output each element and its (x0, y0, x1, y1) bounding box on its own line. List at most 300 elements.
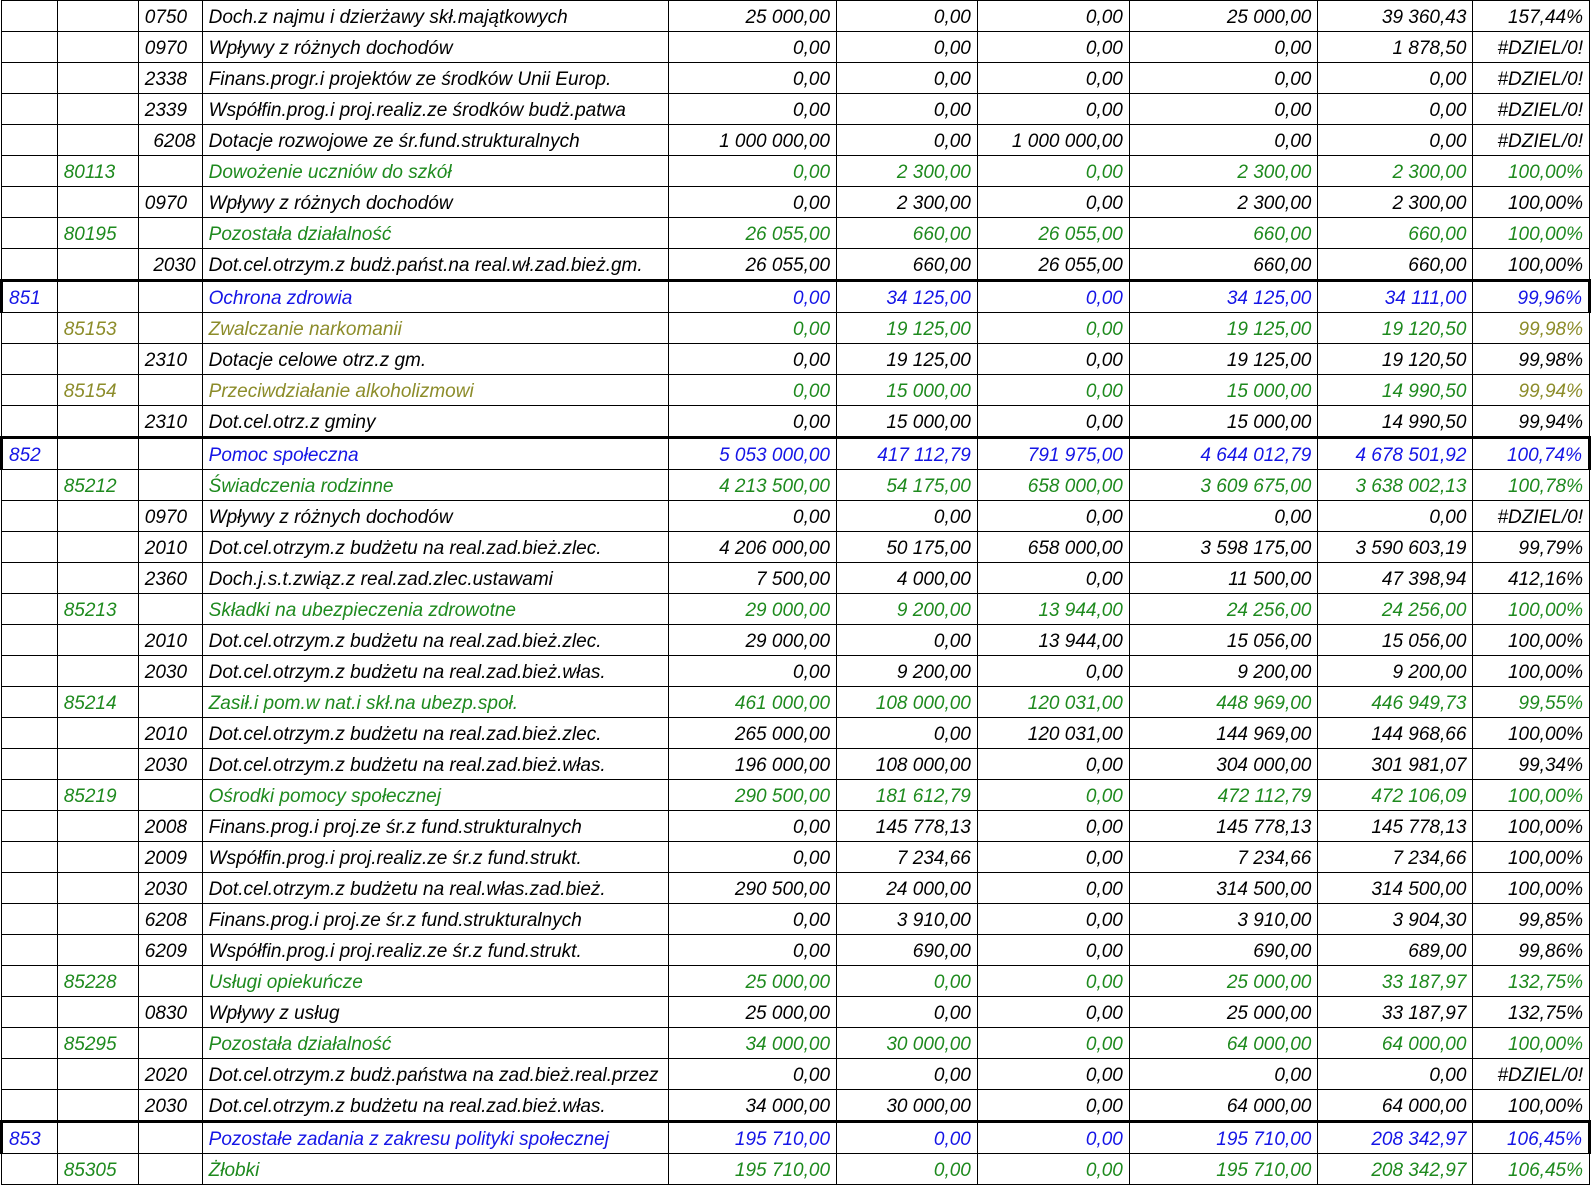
value-cell[interactable]: 0,00 (668, 406, 836, 438)
rozdzial-code-cell[interactable] (57, 718, 138, 749)
dzial-code-cell[interactable] (2, 532, 58, 563)
paragraf-code-cell[interactable]: 0830 (138, 997, 202, 1028)
rozdzial-code-cell[interactable]: 85214 (57, 687, 138, 718)
value-cell[interactable]: 660,00 (837, 218, 978, 249)
value-cell[interactable]: 4 213 500,00 (668, 470, 836, 501)
value-cell[interactable]: 25 000,00 (1129, 966, 1317, 997)
description-cell[interactable]: Przeciwdziałanie alkoholizmowi (202, 375, 668, 406)
value-cell[interactable]: 0,00 (977, 656, 1129, 687)
value-cell[interactable]: 446 949,73 (1318, 687, 1473, 718)
value-cell[interactable]: 0,00 (1129, 1059, 1317, 1090)
value-cell[interactable]: 304 000,00 (1129, 749, 1317, 780)
value-cell[interactable]: 50 175,00 (837, 532, 978, 563)
value-cell[interactable]: 0,00 (837, 125, 978, 156)
value-cell[interactable]: 0,00 (668, 1059, 836, 1090)
value-cell[interactable]: 0,00 (1318, 125, 1473, 156)
value-cell[interactable]: 0,00 (837, 1059, 978, 1090)
value-cell[interactable]: 15 000,00 (837, 406, 978, 438)
value-cell[interactable]: 0,00 (837, 94, 978, 125)
value-cell[interactable]: 0,00 (977, 935, 1129, 966)
value-cell[interactable]: 0,00 (977, 811, 1129, 842)
percent-cell[interactable]: 100,00% (1473, 1028, 1590, 1059)
dzial-code-cell[interactable] (2, 594, 58, 625)
value-cell[interactable]: 0,00 (977, 1122, 1129, 1154)
paragraf-code-cell[interactable]: 2020 (138, 1059, 202, 1090)
value-cell[interactable]: 7 234,66 (1318, 842, 1473, 873)
value-cell[interactable]: 1 878,50 (1318, 32, 1473, 63)
rozdzial-code-cell[interactable] (57, 94, 138, 125)
dzial-code-cell[interactable] (2, 344, 58, 375)
description-cell[interactable]: Dot.cel.otrzym.z budżetu na real.zad.bież.włas. (202, 656, 668, 687)
value-cell[interactable]: 15 056,00 (1318, 625, 1473, 656)
value-cell[interactable]: 14 990,50 (1318, 406, 1473, 438)
value-cell[interactable]: 64 000,00 (1129, 1090, 1317, 1122)
dzial-code-cell[interactable]: 852 (2, 438, 58, 470)
percent-cell[interactable]: 99,55% (1473, 687, 1590, 718)
value-cell[interactable]: 417 112,79 (837, 438, 978, 470)
value-cell[interactable]: 0,00 (837, 501, 978, 532)
value-cell[interactable]: 0,00 (977, 406, 1129, 438)
percent-cell[interactable]: #DZIEL/0! (1473, 32, 1590, 63)
value-cell[interactable]: 0,00 (977, 780, 1129, 811)
rozdzial-code-cell[interactable] (57, 1090, 138, 1122)
value-cell[interactable]: 0,00 (837, 32, 978, 63)
value-cell[interactable]: 0,00 (668, 63, 836, 94)
description-cell[interactable]: Wpływy z różnych dochodów (202, 32, 668, 63)
value-cell[interactable]: 7 234,66 (837, 842, 978, 873)
value-cell[interactable]: 0,00 (668, 904, 836, 935)
rozdzial-code-cell[interactable] (57, 1, 138, 32)
rozdzial-code-cell[interactable] (57, 63, 138, 94)
rozdzial-code-cell[interactable] (57, 125, 138, 156)
rozdzial-code-cell[interactable] (57, 344, 138, 375)
value-cell[interactable]: 3 609 675,00 (1129, 470, 1317, 501)
dzial-code-cell[interactable] (2, 1059, 58, 1090)
value-cell[interactable]: 9 200,00 (837, 594, 978, 625)
paragraf-code-cell[interactable]: 2339 (138, 94, 202, 125)
paragraf-code-cell[interactable]: 2010 (138, 625, 202, 656)
rozdzial-code-cell[interactable] (57, 187, 138, 218)
value-cell[interactable]: 2 300,00 (1129, 156, 1317, 187)
description-cell[interactable]: Dotacje rozwojowe ze śr.fund.strukturalnych (202, 125, 668, 156)
dzial-code-cell[interactable] (2, 873, 58, 904)
percent-cell[interactable]: 100,00% (1473, 187, 1590, 218)
value-cell[interactable]: 30 000,00 (837, 1028, 978, 1059)
value-cell[interactable]: 0,00 (668, 32, 836, 63)
rozdzial-code-cell[interactable] (57, 935, 138, 966)
percent-cell[interactable]: 100,00% (1473, 1090, 1590, 1122)
percent-cell[interactable]: 100,00% (1473, 656, 1590, 687)
value-cell[interactable]: 0,00 (977, 313, 1129, 344)
paragraf-code-cell[interactable] (138, 1122, 202, 1154)
dzial-code-cell[interactable] (2, 718, 58, 749)
value-cell[interactable]: 472 112,79 (1129, 780, 1317, 811)
value-cell[interactable]: 0,00 (668, 156, 836, 187)
dzial-code-cell[interactable] (2, 749, 58, 780)
rozdzial-code-cell[interactable]: 85305 (57, 1154, 138, 1185)
description-cell[interactable]: Współfin.prog.i proj.realiz.ze śr.z fund.strukt. (202, 935, 668, 966)
dzial-code-cell[interactable] (2, 32, 58, 63)
rozdzial-code-cell[interactable]: 85153 (57, 313, 138, 344)
dzial-code-cell[interactable] (2, 811, 58, 842)
value-cell[interactable]: 13 944,00 (977, 594, 1129, 625)
percent-cell[interactable]: 100,74% (1473, 438, 1590, 470)
paragraf-code-cell[interactable]: 6209 (138, 935, 202, 966)
percent-cell[interactable]: 100,00% (1473, 625, 1590, 656)
percent-cell[interactable]: #DZIEL/0! (1473, 125, 1590, 156)
value-cell[interactable]: 13 944,00 (977, 625, 1129, 656)
value-cell[interactable]: 14 990,50 (1318, 375, 1473, 406)
value-cell[interactable]: 0,00 (668, 313, 836, 344)
value-cell[interactable]: 2 300,00 (837, 156, 978, 187)
description-cell[interactable]: Współfin.prog.i proj.realiz.ze środków budż.patwa (202, 94, 668, 125)
rozdzial-code-cell[interactable]: 85154 (57, 375, 138, 406)
value-cell[interactable]: 660,00 (837, 249, 978, 281)
paragraf-code-cell[interactable]: 2030 (138, 749, 202, 780)
value-cell[interactable]: 7 234,66 (1129, 842, 1317, 873)
value-cell[interactable]: 0,00 (837, 1154, 978, 1185)
value-cell[interactable]: 0,00 (977, 501, 1129, 532)
paragraf-code-cell[interactable] (138, 966, 202, 997)
dzial-code-cell[interactable]: 853 (2, 1122, 58, 1154)
percent-cell[interactable]: 100,00% (1473, 218, 1590, 249)
value-cell[interactable]: 791 975,00 (977, 438, 1129, 470)
paragraf-code-cell[interactable]: 2009 (138, 842, 202, 873)
dzial-code-cell[interactable] (2, 156, 58, 187)
paragraf-code-cell[interactable] (138, 375, 202, 406)
dzial-code-cell[interactable] (2, 997, 58, 1028)
percent-cell[interactable]: 132,75% (1473, 997, 1590, 1028)
value-cell[interactable]: 314 500,00 (1129, 873, 1317, 904)
rozdzial-code-cell[interactable] (57, 1059, 138, 1090)
percent-cell[interactable]: #DZIEL/0! (1473, 94, 1590, 125)
value-cell[interactable]: 47 398,94 (1318, 563, 1473, 594)
value-cell[interactable]: 0,00 (668, 187, 836, 218)
value-cell[interactable]: 0,00 (1129, 501, 1317, 532)
percent-cell[interactable]: 99,79% (1473, 532, 1590, 563)
percent-cell[interactable]: 100,78% (1473, 470, 1590, 501)
description-cell[interactable]: Pozostała działalność (202, 1028, 668, 1059)
rozdzial-code-cell[interactable] (57, 249, 138, 281)
value-cell[interactable]: 15 000,00 (1129, 406, 1317, 438)
description-cell[interactable]: Dot.cel.otrzym.z budżetu na real.zad.bież.włas. (202, 1090, 668, 1122)
value-cell[interactable]: 0,00 (977, 563, 1129, 594)
value-cell[interactable]: 0,00 (1318, 501, 1473, 532)
dzial-code-cell[interactable] (2, 966, 58, 997)
rozdzial-code-cell[interactable]: 80195 (57, 218, 138, 249)
percent-cell[interactable]: 99,98% (1473, 344, 1590, 375)
value-cell[interactable]: 690,00 (837, 935, 978, 966)
dzial-code-cell[interactable] (2, 625, 58, 656)
paragraf-code-cell[interactable] (138, 1028, 202, 1059)
dzial-code-cell[interactable] (2, 1028, 58, 1059)
paragraf-code-cell[interactable]: 2030 (138, 873, 202, 904)
value-cell[interactable]: 0,00 (1129, 32, 1317, 63)
value-cell[interactable]: 29 000,00 (668, 594, 836, 625)
value-cell[interactable]: 19 120,50 (1318, 344, 1473, 375)
value-cell[interactable]: 108 000,00 (837, 749, 978, 780)
value-cell[interactable]: 1 000 000,00 (668, 125, 836, 156)
description-cell[interactable]: Współfin.prog.i proj.realiz.ze śr.z fund.strukt. (202, 842, 668, 873)
dzial-code-cell[interactable] (2, 94, 58, 125)
value-cell[interactable]: 0,00 (977, 1059, 1129, 1090)
paragraf-code-cell[interactable] (138, 594, 202, 625)
dzial-code-cell[interactable] (2, 501, 58, 532)
paragraf-code-cell[interactable] (138, 780, 202, 811)
value-cell[interactable]: 3 904,30 (1318, 904, 1473, 935)
paragraf-code-cell[interactable]: 6208 (138, 904, 202, 935)
value-cell[interactable]: 0,00 (977, 94, 1129, 125)
value-cell[interactable]: 34 111,00 (1318, 281, 1473, 313)
value-cell[interactable]: 0,00 (668, 842, 836, 873)
description-cell[interactable]: Wpływy z usług (202, 997, 668, 1028)
rozdzial-code-cell[interactable] (57, 873, 138, 904)
dzial-code-cell[interactable] (2, 63, 58, 94)
value-cell[interactable]: 9 200,00 (1129, 656, 1317, 687)
percent-cell[interactable]: 100,00% (1473, 594, 1590, 625)
value-cell[interactable]: 0,00 (977, 966, 1129, 997)
dzial-code-cell[interactable] (2, 780, 58, 811)
rozdzial-code-cell[interactable] (57, 1122, 138, 1154)
value-cell[interactable]: 0,00 (837, 1, 978, 32)
paragraf-code-cell[interactable] (138, 687, 202, 718)
rozdzial-code-cell[interactable] (57, 406, 138, 438)
value-cell[interactable]: 2 300,00 (1129, 187, 1317, 218)
description-cell[interactable]: Wpływy z różnych dochodów (202, 501, 668, 532)
value-cell[interactable]: 145 778,13 (837, 811, 978, 842)
paragraf-code-cell[interactable]: 2010 (138, 532, 202, 563)
value-cell[interactable]: 0,00 (668, 656, 836, 687)
dzial-code-cell[interactable] (2, 563, 58, 594)
percent-cell[interactable]: 99,86% (1473, 935, 1590, 966)
value-cell[interactable]: 30 000,00 (837, 1090, 978, 1122)
value-cell[interactable]: 0,00 (1318, 1059, 1473, 1090)
rozdzial-code-cell[interactable] (57, 32, 138, 63)
description-cell[interactable]: Świadczenia rodzinne (202, 470, 668, 501)
value-cell[interactable]: 472 106,09 (1318, 780, 1473, 811)
paragraf-code-cell[interactable] (138, 156, 202, 187)
description-cell[interactable]: Dot.cel.otrzym.z budż.państwa na zad.bież.real.przez (202, 1059, 668, 1090)
paragraf-code-cell[interactable]: 0970 (138, 187, 202, 218)
value-cell[interactable]: 4 644 012,79 (1129, 438, 1317, 470)
dzial-code-cell[interactable] (2, 904, 58, 935)
percent-cell[interactable]: 99,34% (1473, 749, 1590, 780)
rozdzial-code-cell[interactable] (57, 656, 138, 687)
rozdzial-code-cell[interactable] (57, 904, 138, 935)
value-cell[interactable]: 0,00 (977, 344, 1129, 375)
percent-cell[interactable]: 100,00% (1473, 249, 1590, 281)
rozdzial-code-cell[interactable]: 85212 (57, 470, 138, 501)
percent-cell[interactable]: 106,45% (1473, 1154, 1590, 1185)
value-cell[interactable]: 54 175,00 (837, 470, 978, 501)
value-cell[interactable]: 0,00 (668, 935, 836, 966)
paragraf-code-cell[interactable]: 2338 (138, 63, 202, 94)
description-cell[interactable]: Ośrodki pomocy społecznej (202, 780, 668, 811)
description-cell[interactable]: Dotacje celowe otrz.z gm. (202, 344, 668, 375)
description-cell[interactable]: Zasił.i pom.w nat.i skł.na ubezp.społ. (202, 687, 668, 718)
percent-cell[interactable]: 100,00% (1473, 718, 1590, 749)
paragraf-code-cell[interactable]: 2008 (138, 811, 202, 842)
paragraf-code-cell[interactable] (138, 281, 202, 313)
value-cell[interactable]: 660,00 (1318, 218, 1473, 249)
description-cell[interactable]: Dot.cel.otrzym.z budżetu na real.włas.zad.bież. (202, 873, 668, 904)
value-cell[interactable]: 314 500,00 (1318, 873, 1473, 904)
value-cell[interactable]: 5 053 000,00 (668, 438, 836, 470)
rozdzial-code-cell[interactable] (57, 997, 138, 1028)
value-cell[interactable]: 15 056,00 (1129, 625, 1317, 656)
paragraf-code-cell[interactable] (138, 438, 202, 470)
value-cell[interactable]: 26 055,00 (977, 249, 1129, 281)
value-cell[interactable]: 660,00 (1318, 249, 1473, 281)
value-cell[interactable]: 64 000,00 (1129, 1028, 1317, 1059)
value-cell[interactable]: 29 000,00 (668, 625, 836, 656)
dzial-code-cell[interactable] (2, 375, 58, 406)
value-cell[interactable]: 0,00 (977, 1090, 1129, 1122)
value-cell[interactable]: 34 125,00 (1129, 281, 1317, 313)
value-cell[interactable]: 25 000,00 (1129, 1, 1317, 32)
value-cell[interactable]: 0,00 (977, 842, 1129, 873)
paragraf-code-cell[interactable]: 2360 (138, 563, 202, 594)
value-cell[interactable]: 19 125,00 (1129, 344, 1317, 375)
value-cell[interactable]: 64 000,00 (1318, 1028, 1473, 1059)
dzial-code-cell[interactable] (2, 1154, 58, 1185)
value-cell[interactable]: 0,00 (668, 344, 836, 375)
percent-cell[interactable]: 100,00% (1473, 811, 1590, 842)
dzial-code-cell[interactable] (2, 470, 58, 501)
value-cell[interactable]: 19 125,00 (837, 313, 978, 344)
paragraf-code-cell[interactable] (138, 1154, 202, 1185)
value-cell[interactable]: 24 256,00 (1318, 594, 1473, 625)
value-cell[interactable]: 25 000,00 (668, 966, 836, 997)
value-cell[interactable]: 0,00 (1129, 125, 1317, 156)
value-cell[interactable]: 0,00 (1129, 94, 1317, 125)
paragraf-code-cell[interactable] (138, 313, 202, 344)
value-cell[interactable]: 19 125,00 (1129, 313, 1317, 344)
description-cell[interactable]: Dot.cel.otrzym.z budżetu na real.zad.bież.zlec. (202, 532, 668, 563)
description-cell[interactable]: Składki na ubezpieczenia zdrowotne (202, 594, 668, 625)
value-cell[interactable]: 25 000,00 (668, 997, 836, 1028)
value-cell[interactable]: 461 000,00 (668, 687, 836, 718)
value-cell[interactable]: 39 360,43 (1318, 1, 1473, 32)
value-cell[interactable]: 144 969,00 (1129, 718, 1317, 749)
value-cell[interactable]: 3 590 603,19 (1318, 532, 1473, 563)
value-cell[interactable]: 181 612,79 (837, 780, 978, 811)
rozdzial-code-cell[interactable] (57, 749, 138, 780)
value-cell[interactable]: 0,00 (668, 501, 836, 532)
rozdzial-code-cell[interactable]: 85228 (57, 966, 138, 997)
value-cell[interactable]: 0,00 (977, 904, 1129, 935)
description-cell[interactable]: Finans.progr.i projektów ze środków Unii Europ. (202, 63, 668, 94)
percent-cell[interactable]: 99,96% (1473, 281, 1590, 313)
dzial-code-cell[interactable] (2, 187, 58, 218)
value-cell[interactable]: 0,00 (1129, 63, 1317, 94)
value-cell[interactable]: 120 031,00 (977, 718, 1129, 749)
description-cell[interactable]: Dowożenie uczniów do szkół (202, 156, 668, 187)
description-cell[interactable]: Zwalczanie narkomanii (202, 313, 668, 344)
dzial-code-cell[interactable] (2, 1, 58, 32)
value-cell[interactable]: 0,00 (837, 1122, 978, 1154)
description-cell[interactable]: Finans.prog.i proj.ze śr.z fund.strukturalnych (202, 904, 668, 935)
value-cell[interactable]: 0,00 (977, 375, 1129, 406)
value-cell[interactable]: 25 000,00 (668, 1, 836, 32)
percent-cell[interactable]: 99,94% (1473, 406, 1590, 438)
percent-cell[interactable]: 100,00% (1473, 842, 1590, 873)
value-cell[interactable]: 0,00 (977, 187, 1129, 218)
paragraf-code-cell[interactable]: 2310 (138, 344, 202, 375)
description-cell[interactable]: Doch.j.s.t.związ.z real.zad.zlec.ustawami (202, 563, 668, 594)
percent-cell[interactable]: 100,00% (1473, 156, 1590, 187)
value-cell[interactable]: 196 000,00 (668, 749, 836, 780)
value-cell[interactable]: 33 187,97 (1318, 966, 1473, 997)
description-cell[interactable]: Żłobki (202, 1154, 668, 1185)
percent-cell[interactable]: 132,75% (1473, 966, 1590, 997)
dzial-code-cell[interactable] (2, 656, 58, 687)
description-cell[interactable]: Pozostałe zadania z zakresu polityki społecznej (202, 1122, 668, 1154)
value-cell[interactable]: 448 969,00 (1129, 687, 1317, 718)
value-cell[interactable]: 26 055,00 (668, 218, 836, 249)
value-cell[interactable]: 26 055,00 (977, 218, 1129, 249)
dzial-code-cell[interactable] (2, 406, 58, 438)
value-cell[interactable]: 0,00 (977, 32, 1129, 63)
value-cell[interactable]: 3 638 002,13 (1318, 470, 1473, 501)
paragraf-code-cell[interactable] (138, 470, 202, 501)
dzial-code-cell[interactable] (2, 687, 58, 718)
rozdzial-code-cell[interactable]: 85213 (57, 594, 138, 625)
value-cell[interactable]: 0,00 (837, 625, 978, 656)
value-cell[interactable]: 0,00 (977, 1028, 1129, 1059)
value-cell[interactable]: 0,00 (977, 749, 1129, 780)
value-cell[interactable]: 658 000,00 (977, 532, 1129, 563)
percent-cell[interactable]: 99,85% (1473, 904, 1590, 935)
description-cell[interactable]: Pozostała działalność (202, 218, 668, 249)
value-cell[interactable]: 0,00 (977, 873, 1129, 904)
value-cell[interactable]: 33 187,97 (1318, 997, 1473, 1028)
value-cell[interactable]: 0,00 (668, 281, 836, 313)
value-cell[interactable]: 660,00 (1129, 218, 1317, 249)
value-cell[interactable]: 4 678 501,92 (1318, 438, 1473, 470)
value-cell[interactable]: 0,00 (837, 966, 978, 997)
value-cell[interactable]: 64 000,00 (1318, 1090, 1473, 1122)
percent-cell[interactable]: #DZIEL/0! (1473, 1059, 1590, 1090)
rozdzial-code-cell[interactable] (57, 625, 138, 656)
value-cell[interactable]: 195 710,00 (1129, 1122, 1317, 1154)
dzial-code-cell[interactable] (2, 249, 58, 281)
value-cell[interactable]: 120 031,00 (977, 687, 1129, 718)
value-cell[interactable]: 195 710,00 (1129, 1154, 1317, 1185)
value-cell[interactable]: 4 206 000,00 (668, 532, 836, 563)
value-cell[interactable]: 3 910,00 (1129, 904, 1317, 935)
value-cell[interactable]: 145 778,13 (1129, 811, 1317, 842)
value-cell[interactable]: 0,00 (977, 997, 1129, 1028)
value-cell[interactable]: 195 710,00 (668, 1122, 836, 1154)
value-cell[interactable]: 690,00 (1129, 935, 1317, 966)
value-cell[interactable]: 0,00 (668, 375, 836, 406)
value-cell[interactable]: 4 000,00 (837, 563, 978, 594)
value-cell[interactable]: 9 200,00 (837, 656, 978, 687)
dzial-code-cell[interactable] (2, 1090, 58, 1122)
value-cell[interactable]: 290 500,00 (668, 873, 836, 904)
rozdzial-code-cell[interactable] (57, 842, 138, 873)
paragraf-code-cell[interactable]: 6208 (138, 125, 202, 156)
value-cell[interactable]: 3 598 175,00 (1129, 532, 1317, 563)
value-cell[interactable]: 0,00 (668, 811, 836, 842)
value-cell[interactable]: 3 910,00 (837, 904, 978, 935)
dzial-code-cell[interactable] (2, 218, 58, 249)
value-cell[interactable]: 0,00 (837, 63, 978, 94)
value-cell[interactable]: 301 981,07 (1318, 749, 1473, 780)
value-cell[interactable]: 108 000,00 (837, 687, 978, 718)
dzial-code-cell[interactable] (2, 125, 58, 156)
